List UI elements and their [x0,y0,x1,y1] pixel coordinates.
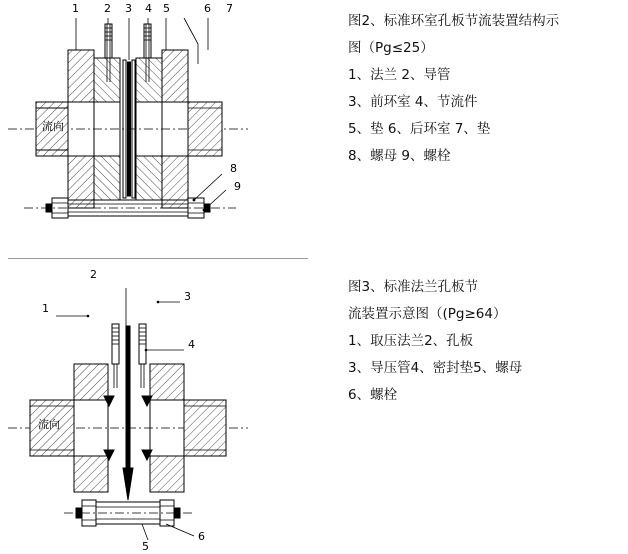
caption-line: 5、垫 6、后环室 7、垫 [348,121,491,137]
flow-direction-label-f3: 流向 [38,418,60,431]
caption-line: 3、导压管4、密封垫5、螺母 [348,360,523,376]
callout-f3-6: 6 [198,530,205,543]
callout-f3-3: 3 [184,290,191,303]
caption-line: 3、前环室 4、节流件 [348,94,478,110]
caption-line: 图2、标准环室孔板节流装置结构示 [348,13,560,29]
caption-line: 1、法兰 2、导管 [348,67,451,83]
figure-3-drawing [8,268,308,554]
callout-f2-3: 3 [125,2,132,15]
callout-f2-6: 6 [204,2,211,15]
callout-f2-5: 5 [163,2,170,15]
caption-line: 8、螺母 9、螺栓 [348,148,451,164]
callout-f2-1: 1 [72,2,79,15]
callout-f2-4: 4 [145,2,152,15]
caption-line: 6、螺栓 [348,387,398,403]
caption-line: 图3、标准法兰孔板节 [348,279,479,295]
callout-f2-8: 8 [230,162,237,175]
callout-f3-2: 2 [90,268,97,281]
callout-f2-9: 9 [234,180,241,193]
flow-direction-label-f2: 流向 [42,120,64,133]
callout-f3-5: 5 [142,540,149,553]
figure-2-drawing [8,4,308,250]
callout-f3-4: 4 [188,338,195,351]
caption-line: 1、取压法兰2、孔板 [348,333,474,349]
callout-f3-1: 1 [42,302,49,315]
caption-line: 图（Pg≤25） [348,40,434,56]
figure-3-caption [348,274,522,409]
callout-f2-7: 7 [226,2,233,15]
section-divider [8,258,308,259]
figure-3-svg [8,268,308,554]
caption-line: 流装置示意图（(Pg≥64） [348,306,507,322]
callout-f2-2: 2 [104,2,111,15]
figure-2-caption [348,8,559,170]
